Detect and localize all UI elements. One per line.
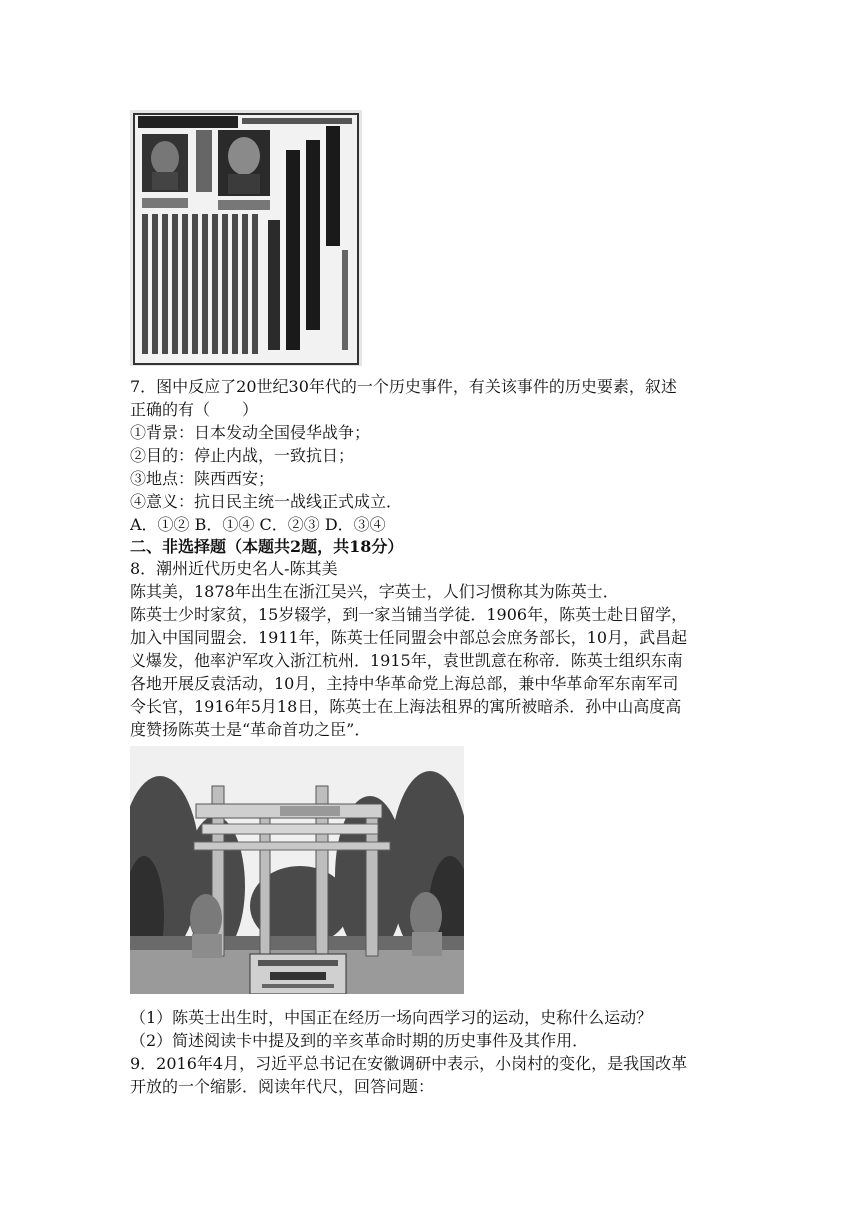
q7-option-2: ②目的：停止内战，一致抗日； (130, 446, 355, 465)
q7-option-1: ①背景：日本发动全国侵华战争； (130, 423, 371, 442)
q8-passage-line6: 度赞扬陈英士是“革命首功之臣”． (130, 720, 371, 739)
q8-intro: 陈其美，1878年出生在浙江吴兴，字英士，人们习惯称其为陈英士． (130, 582, 619, 601)
q8-passage-line4: 各地开展反袁活动，10月，主持中华革命党上海总部，兼中华革命军东南军司 (130, 674, 679, 693)
memorial-gate-photo (130, 746, 464, 994)
q7-option-4: ④意义：抗日民主统一战线正式成立． (130, 492, 403, 511)
q8-title: 8．潮州近代历史名人-陈其美 (130, 559, 338, 578)
q9-line1: 9．2016年4月，习近平总书记在安徽调研中表示，小岗村的变化，是我国改革 (130, 1054, 688, 1073)
q7-answer-choices: A．①② B．①④ C．②③ D．③④ (130, 515, 386, 534)
q7-option-3: ③地点：陕西西安； (130, 469, 275, 488)
q8-subquestion-2: （2）简述阅读卡中提及到的辛亥革命时期的历史事件及其作用． (130, 1031, 589, 1050)
q7-stem-line1: 7．图中反应了20世纪30年代的一个历史事件，有关该事件的历史要素，叙述 (130, 377, 677, 396)
q9-line2: 开放的一个缩影．阅读年代尺，回答问题： (130, 1077, 435, 1096)
q8-passage-line3: 义爆发，他率沪军攻入浙江杭州．1915年，袁世凯意在称帝．陈英士组织东南 (130, 651, 683, 670)
q7-stem-line2: 正确的有（ ） (130, 400, 259, 419)
q8-passage-line1: 陈英士少时家贫，15岁辍学，到一家当铺当学徒．1906年，陈英士赴日留学， (130, 605, 688, 624)
q8-passage-line5: 令长官，1916年5月18日，陈英士在上海法租界的寓所被暗杀．孙中山高度高 (130, 697, 682, 716)
q8-subquestion-1: （1）陈英士出生时，中国正在经历一场向西学习的运动，史称什么运动？ (130, 1008, 653, 1027)
q8-passage-line2: 加入中国同盟会．1911年，陈英士任同盟会中部总会庶务部长，10月，武昌起 (130, 628, 688, 647)
section-heading: 二、非选择题（本题共2题，共18分） (130, 537, 404, 556)
newspaper-photo (130, 110, 362, 366)
